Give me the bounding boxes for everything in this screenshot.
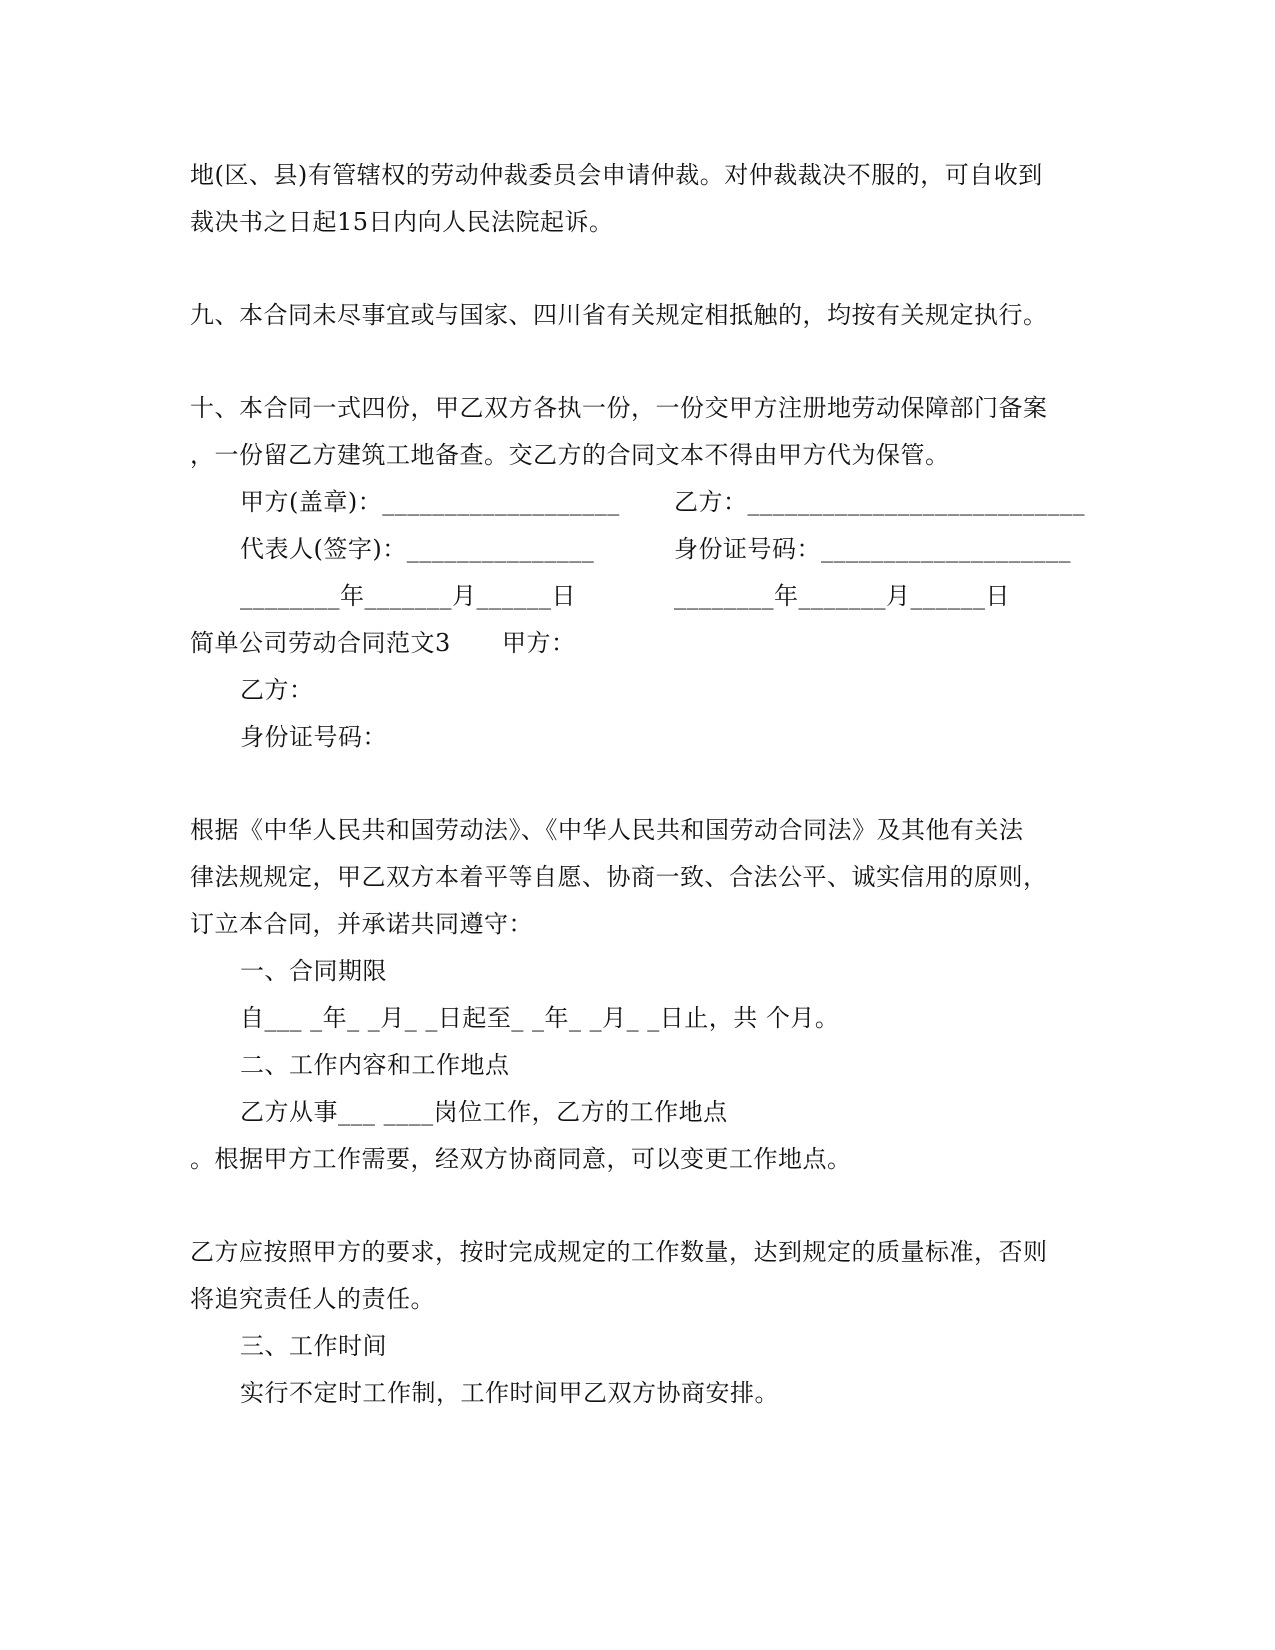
section-2-body-line-3: 乙方应按照甲方的要求，按时完成规定的工作数量，达到规定的质量标准，否则 [190, 1238, 1048, 1266]
section-2-body-line-4: 将追究责任人的责任。 [190, 1285, 435, 1313]
date-line-right: ________年_______月______日 [674, 582, 1010, 610]
section-1-heading: 一、合同期限 [240, 957, 387, 985]
intro-line-2: 律法规规定，甲乙双方本着平等自愿、协商一致、合法公平、诚实信用的原则， [190, 863, 1048, 891]
section-2-body-line-2: 。根据甲方工作需要，经双方协商同意，可以变更工作地点。 [190, 1145, 852, 1173]
intro-line-1: 根据《中华人民共和国劳动法》、《中华人民共和国劳动合同法》及其他有关法 [190, 816, 1024, 844]
party-a-seal-line: 甲方(盖章)：___________________ [240, 488, 620, 516]
section-1-body: 自___ _年_ _月_ _日起至_ _年_ _月_ _日止，共 个月。 [240, 1004, 840, 1032]
sample-3-title: 简单公司劳动合同范文3 [190, 629, 451, 657]
clause-10-line-1: 十、本合同一式四份，甲乙双方各执一份，一份交甲方注册地劳动保障部门备案 [190, 394, 1048, 422]
sample-3-party-b: 乙方： [240, 676, 314, 704]
arbitration-clause-line-2: 裁决书之日起15日内向人民法院起诉。 [190, 208, 614, 236]
party-b-line: 乙方：___________________________ [674, 488, 1085, 516]
sample-3-id-number: 身份证号码： [240, 723, 387, 751]
section-3-body: 实行不定时工作制，工作时间甲乙双方协商安排。 [240, 1379, 779, 1407]
date-line-left: ________年_______月______日 [240, 582, 576, 610]
arbitration-clause-line-1: 地(区、县)有管辖权的劳动仲裁委员会申请仲裁。对仲裁裁决不服的，可自收到 [190, 161, 1043, 189]
sample-3-party-a: 甲方： [502, 629, 576, 657]
intro-line-3: 订立本合同，并承诺共同遵守： [190, 910, 533, 938]
section-3-heading: 三、工作时间 [240, 1332, 387, 1360]
clause-9: 九、本合同未尽事宜或与国家、四川省有关规定相抵触的，均按有关规定执行。 [190, 301, 1048, 329]
section-2-heading: 二、工作内容和工作地点 [240, 1051, 510, 1079]
section-2-body-line-1: 乙方从事___ ____岗位工作，乙方的工作地点 [240, 1098, 728, 1126]
clause-10-line-2: ，一份留乙方建筑工地备查。交乙方的合同文本不得由甲方代为保管。 [190, 441, 950, 469]
representative-signature-line: 代表人(签字)：_______________ [240, 535, 595, 563]
id-number-line: 身份证号码：____________________ [674, 535, 1071, 563]
